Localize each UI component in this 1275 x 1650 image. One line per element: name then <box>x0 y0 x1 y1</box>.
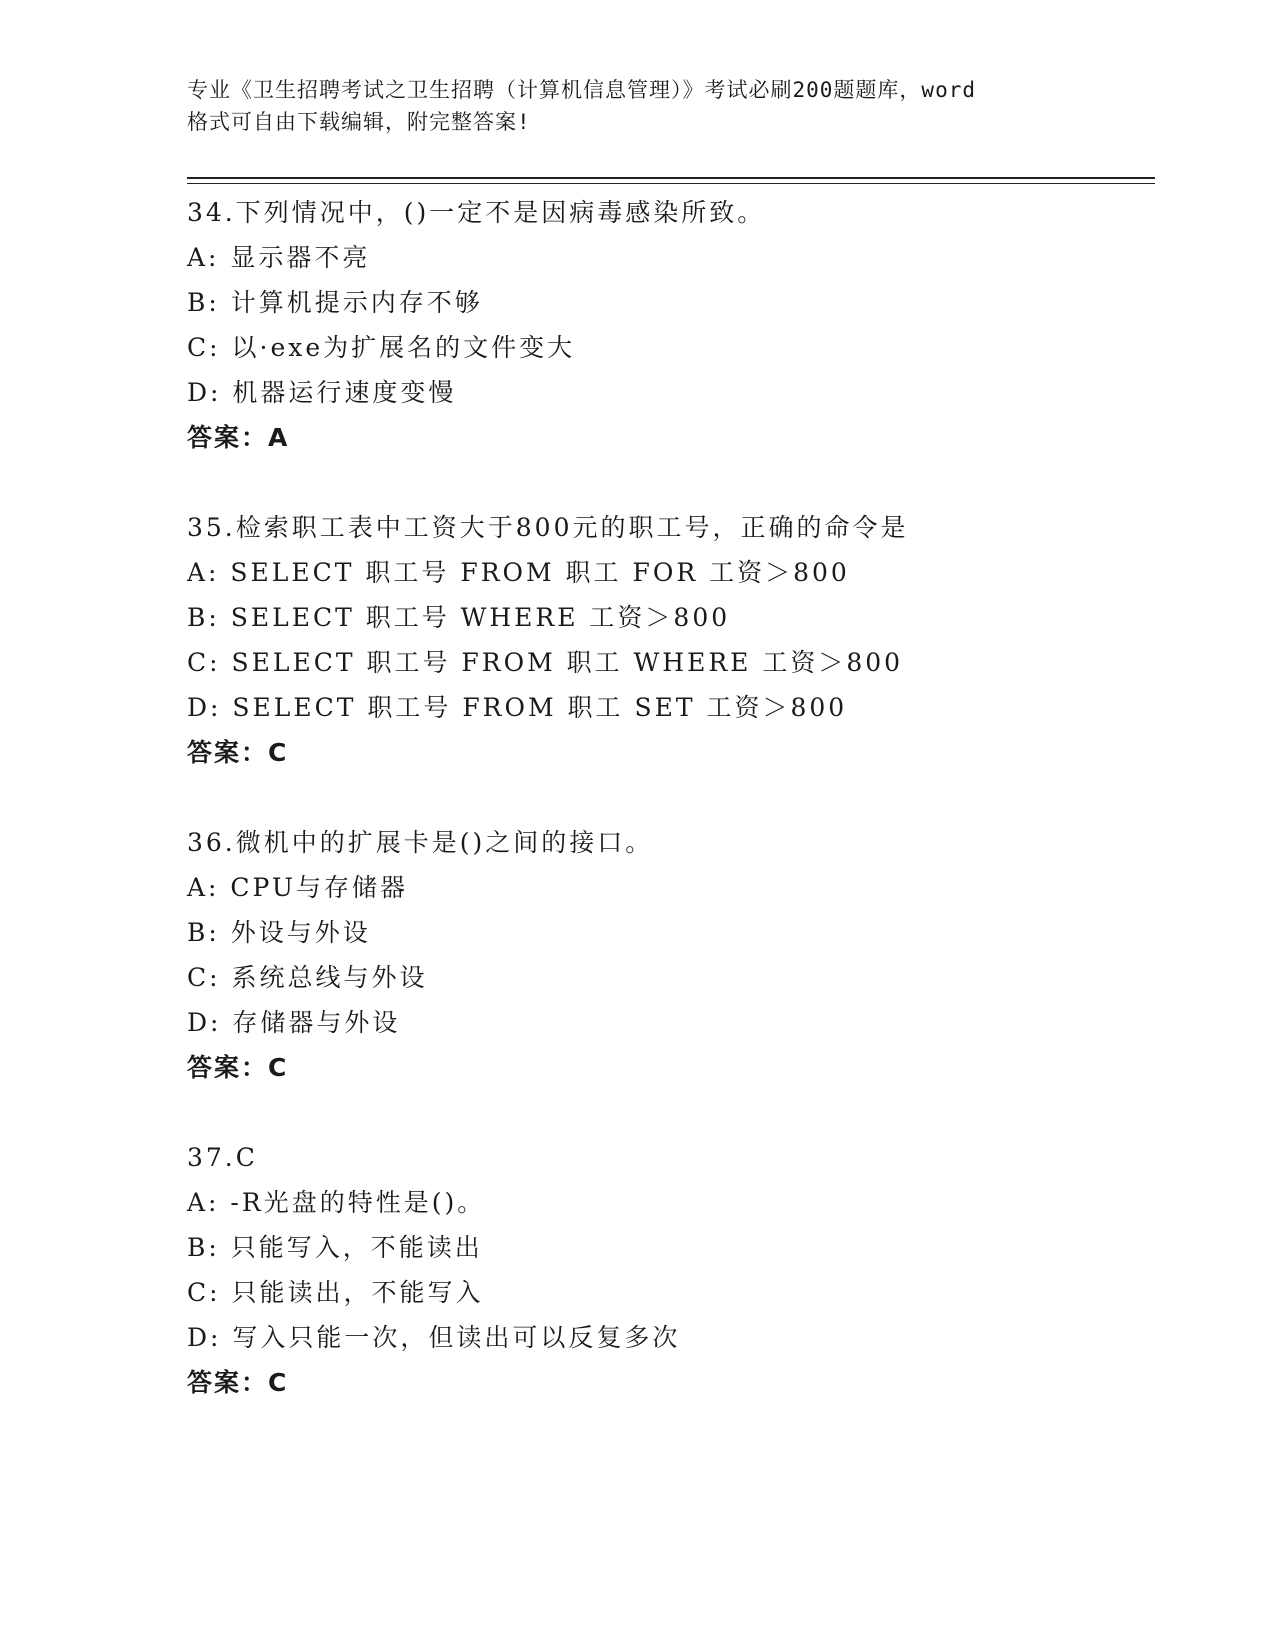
option-a: A: SELECT 职工号 FROM 职工 FOR 工资＞800 <box>187 558 850 587</box>
question-stem: 34.下列情况中，()一定不是因病毒感染所致。 <box>187 198 766 227</box>
question-list <box>187 190 1155 1450</box>
answer: 答案：C <box>187 1368 289 1397</box>
option-a: A: -R光盘的特性是()。 <box>187 1188 486 1217</box>
header-divider-thin <box>187 183 1155 184</box>
question-35 <box>187 505 1155 775</box>
question-stem: 37.C <box>187 1143 258 1172</box>
header-line-1: 专业《卫生招聘考试之卫生招聘（计算机信息管理）》考试必刷200题题库，word <box>187 78 976 102</box>
option-c: C: 系统总线与外设 <box>187 963 428 992</box>
option-d: D: 存储器与外设 <box>187 1008 401 1037</box>
option-d: D: 写入只能一次，但读出可以反复多次 <box>187 1323 681 1352</box>
question-37 <box>187 1135 1155 1405</box>
option-d: D: SELECT 职工号 FROM 职工 SET 工资＞800 <box>187 693 848 722</box>
header-line-2: 格式可自由下载编辑，附完整答案! <box>187 110 531 134</box>
answer: 答案：C <box>187 1053 289 1082</box>
option-a: A: 显示器不亮 <box>187 243 371 272</box>
answer: 答案：C <box>187 738 289 767</box>
option-c: C: SELECT 职工号 FROM 职工 WHERE 工资＞800 <box>187 648 904 677</box>
header-divider-thick <box>187 177 1155 179</box>
option-b: B: 计算机提示内存不够 <box>187 288 483 317</box>
option-b: B: SELECT 职工号 WHERE 工资＞800 <box>187 603 731 632</box>
question-stem: 35.检索职工表中工资大于800元的职工号，正确的命令是 <box>187 513 909 542</box>
answer: 答案：A <box>187 423 290 452</box>
option-d: D: 机器运行速度变慢 <box>187 378 457 407</box>
question-stem: 36.微机中的扩展卡是()之间的接口。 <box>187 828 654 857</box>
option-b: B: 只能写入，不能读出 <box>187 1233 483 1262</box>
option-c: C: 以·exe为扩展名的文件变大 <box>187 333 576 362</box>
option-b: B: 外设与外设 <box>187 918 371 947</box>
question-34 <box>187 190 1155 460</box>
option-c: C: 只能读出，不能写入 <box>187 1278 484 1307</box>
question-36 <box>187 820 1155 1090</box>
option-a: A: CPU与存储器 <box>187 873 409 902</box>
document-header <box>187 74 1087 138</box>
